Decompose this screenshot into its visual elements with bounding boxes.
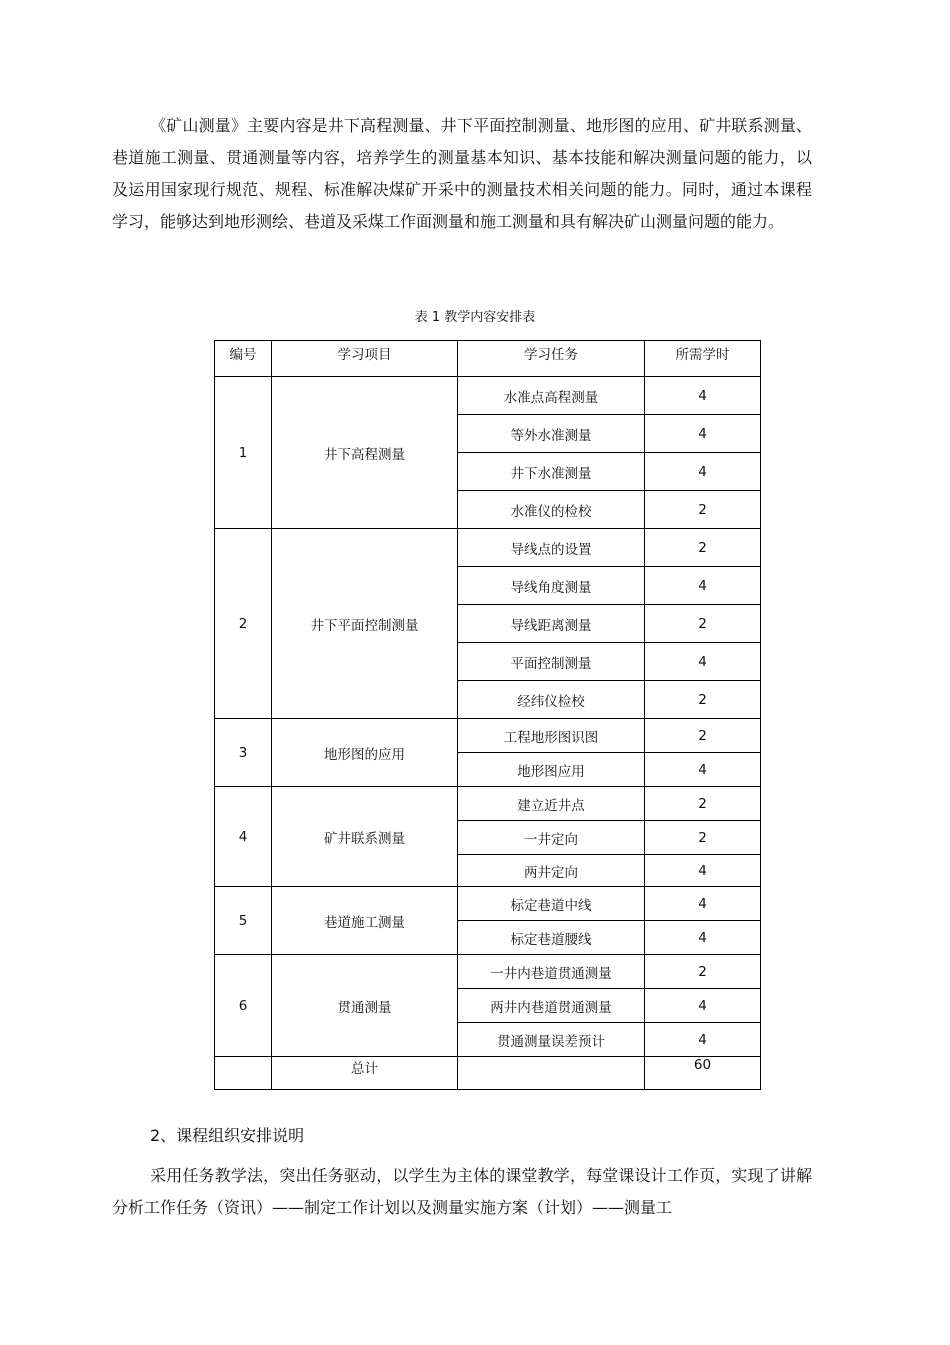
cell-task: 两井内巷道贯通测量 xyxy=(458,989,645,1023)
cell-task: 贯通测量误差预计 xyxy=(458,1023,645,1057)
cell-task: 标定巷道中线 xyxy=(458,887,645,921)
total-label: 总计 xyxy=(272,1057,458,1090)
cell-project: 贯通测量 xyxy=(272,955,458,1057)
cell-task: 导线点的设置 xyxy=(458,529,645,567)
cell-hours: 4 xyxy=(645,887,761,921)
cell-id: 1 xyxy=(215,377,272,529)
cell-task: 两井定向 xyxy=(458,855,645,887)
header-id: 编号 xyxy=(215,341,272,377)
cell-task: 平面控制测量 xyxy=(458,643,645,681)
header-project: 学习项目 xyxy=(272,341,458,377)
table-body xyxy=(215,377,761,1090)
cell-hours: 2 xyxy=(645,821,761,855)
cell-task: 地形图应用 xyxy=(458,753,645,787)
cell-task: 井下水准测量 xyxy=(458,453,645,491)
cell-task: 一井定向 xyxy=(458,821,645,855)
cell-project: 巷道施工测量 xyxy=(272,887,458,955)
cell-task: 经纬仪检校 xyxy=(458,681,645,719)
cell-project: 井下高程测量 xyxy=(272,377,458,529)
table-row xyxy=(215,887,761,921)
intro-text: 《矿山测量》主要内容是井下高程测量、井下平面控制测量、地形图的应用、矿井联系测量、巷道施工测量、贯通测量等内容，培养学生的测量基本知识、基本技能和解决测量问题的能力，以及运用国家现行规范、规程、标准解决煤矿开采中的测量技术相关问题的能力。同时，通过本课程学习，能够达到地形测绘、巷道及采煤工作面测量和施工测量和具有解决矿山测量问题的能力。 xyxy=(112,116,812,231)
cell-id: 4 xyxy=(215,787,272,887)
cell-task: 一井内巷道贯通测量 xyxy=(458,955,645,989)
cell-hours: 4 xyxy=(645,453,761,491)
cell-id: 6 xyxy=(215,955,272,1057)
cell-task: 导线角度测量 xyxy=(458,567,645,605)
cell-project: 井下平面控制测量 xyxy=(272,529,458,719)
cell-hours: 2 xyxy=(645,605,761,643)
cell-hours: 2 xyxy=(645,681,761,719)
header-hours: 所需学时 xyxy=(645,341,761,377)
cell-hours: 2 xyxy=(645,529,761,567)
section-heading: 2、课程组织安排说明 xyxy=(150,1126,305,1145)
cell-id: 5 xyxy=(215,887,272,955)
cell-hours: 4 xyxy=(645,921,761,955)
cell-hours: 4 xyxy=(645,855,761,887)
cell-hours: 2 xyxy=(645,719,761,753)
cell-task: 等外水准测量 xyxy=(458,415,645,453)
cell-project: 矿井联系测量 xyxy=(272,787,458,887)
cell-task: 导线距离测量 xyxy=(458,605,645,643)
intro-paragraph xyxy=(112,110,812,238)
cell-hours: 4 xyxy=(645,989,761,1023)
cell-hours: 2 xyxy=(645,955,761,989)
cell-hours: 4 xyxy=(645,643,761,681)
table-row xyxy=(215,529,761,567)
total-hours: 60 xyxy=(645,1057,761,1090)
cell-id: 2 xyxy=(215,529,272,719)
section-text: 采用任务教学法，突出任务驱动，以学生为主体的课堂教学，每堂课设计工作页，实现了讲解分析工作任务（资讯）——制定工作计划以及测量实施方案（计划）——测量工 xyxy=(112,1166,812,1217)
cell-task: 工程地形图识图 xyxy=(458,719,645,753)
cell-hours: 2 xyxy=(645,491,761,529)
total-blank-id xyxy=(215,1057,272,1090)
cell-hours: 4 xyxy=(645,753,761,787)
section-paragraph xyxy=(112,1160,812,1224)
cell-task: 建立近井点 xyxy=(458,787,645,821)
cell-hours: 4 xyxy=(645,567,761,605)
course-table xyxy=(214,340,761,1090)
cell-hours: 2 xyxy=(645,787,761,821)
cell-task: 水准点高程测量 xyxy=(458,377,645,415)
cell-project: 地形图的应用 xyxy=(272,719,458,787)
cell-task: 标定巷道腰线 xyxy=(458,921,645,955)
cell-hours: 4 xyxy=(645,377,761,415)
header-task: 学习任务 xyxy=(458,341,645,377)
table-header-row xyxy=(215,341,761,377)
table-row xyxy=(215,719,761,753)
total-row xyxy=(215,1057,761,1090)
cell-id: 3 xyxy=(215,719,272,787)
table-row xyxy=(215,377,761,415)
total-blank-task xyxy=(458,1057,645,1090)
table-row xyxy=(215,787,761,821)
cell-task: 水准仪的检校 xyxy=(458,491,645,529)
cell-hours: 4 xyxy=(645,415,761,453)
table-row xyxy=(215,955,761,989)
cell-hours: 4 xyxy=(645,1023,761,1057)
table-caption: 表 1 教学内容安排表 xyxy=(414,310,536,325)
